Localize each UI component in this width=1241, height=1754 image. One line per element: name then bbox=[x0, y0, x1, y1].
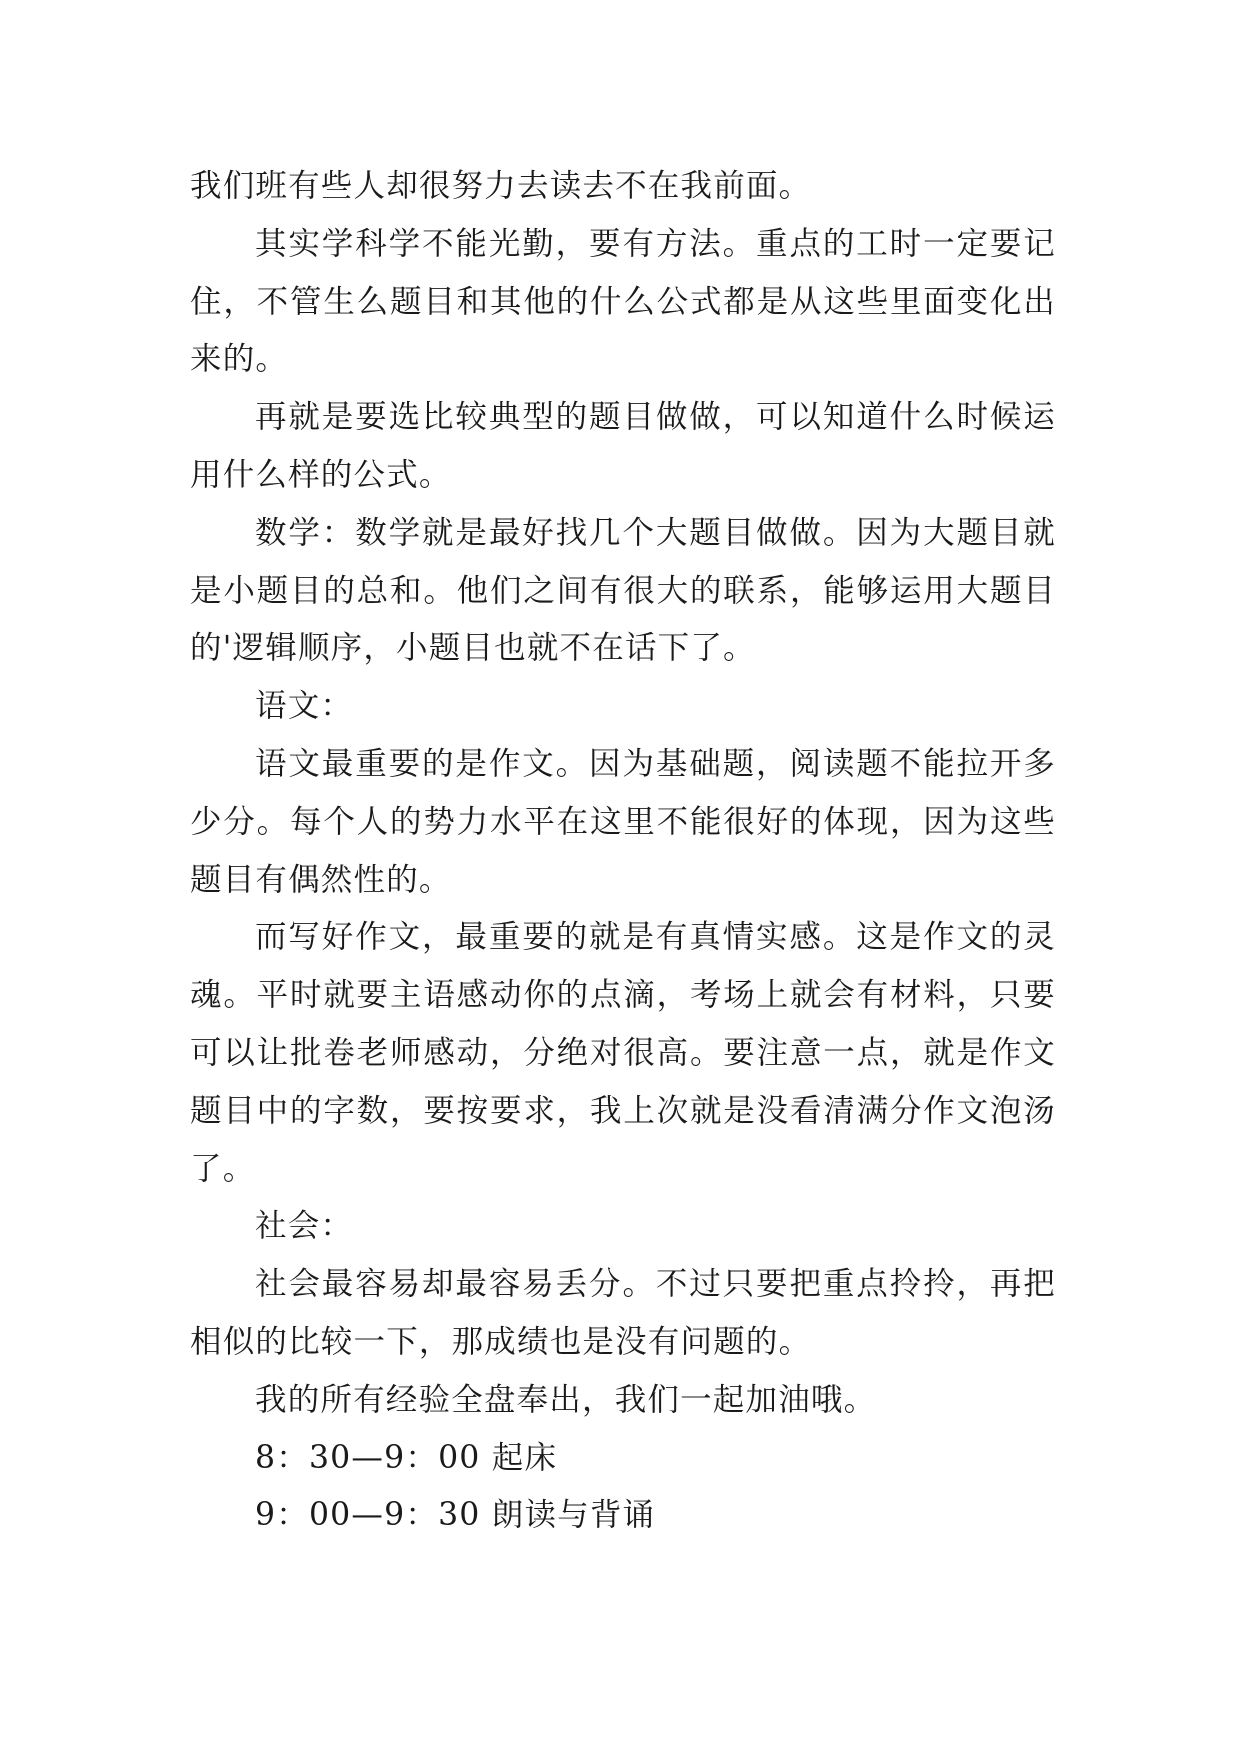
document-body bbox=[190, 158, 1056, 1545]
paragraph: 其实学科学不能光勤，要有方法。重点的工时一定要记住，不管生么题目和其他的什么公式都是从这些里面变化出来的。 bbox=[190, 225, 1056, 378]
paragraph: 我们班有些人却很努力去读去不在我前面。 bbox=[190, 168, 812, 204]
paragraph: 语文最重要的是作文。因为基础题，阅读题不能拉开多少分。每个人的势力水平在这里不能很好的体现，因为这些题目有偶然性的。 bbox=[190, 745, 1056, 898]
schedule-item: 8：30—9：00 起床 bbox=[255, 1439, 558, 1476]
paragraph: 而写好作文，最重要的就是有真情实感。这是作文的灵魂。平时就要主语感动你的点滴，考场上就会有材料，只要可以让批卷老师感动，分绝对很高。要注意一点，就是作文题目中的字数，要按要求，我上次就是没看清满分作文泡汤了。 bbox=[190, 919, 1056, 1187]
paragraph: 我的所有经验全盘奉出，我们一起加油哦。 bbox=[255, 1381, 877, 1418]
paragraph: 社会最容易却最容易丢分。不过只要把重点拎拎，再把相似的比较一下，那成绩也是没有问题的。 bbox=[190, 1266, 1056, 1360]
section-heading-society: 社会： bbox=[255, 1208, 354, 1245]
schedule-item: 9：00—9：30 朗读与背诵 bbox=[255, 1497, 656, 1534]
section-heading-chinese: 语文： bbox=[255, 688, 354, 725]
paragraph: 再就是要选比较典型的题目做做，可以知道什么时候运用什么样的公式。 bbox=[190, 399, 1056, 493]
paragraph-math: 数学：数学就是最好找几个大题目做做。因为大题目就是小题目的总和。他们之间有很大的联系，能够运用大题目的'逻辑顺序，小题目也就不在话下了。 bbox=[190, 514, 1056, 667]
